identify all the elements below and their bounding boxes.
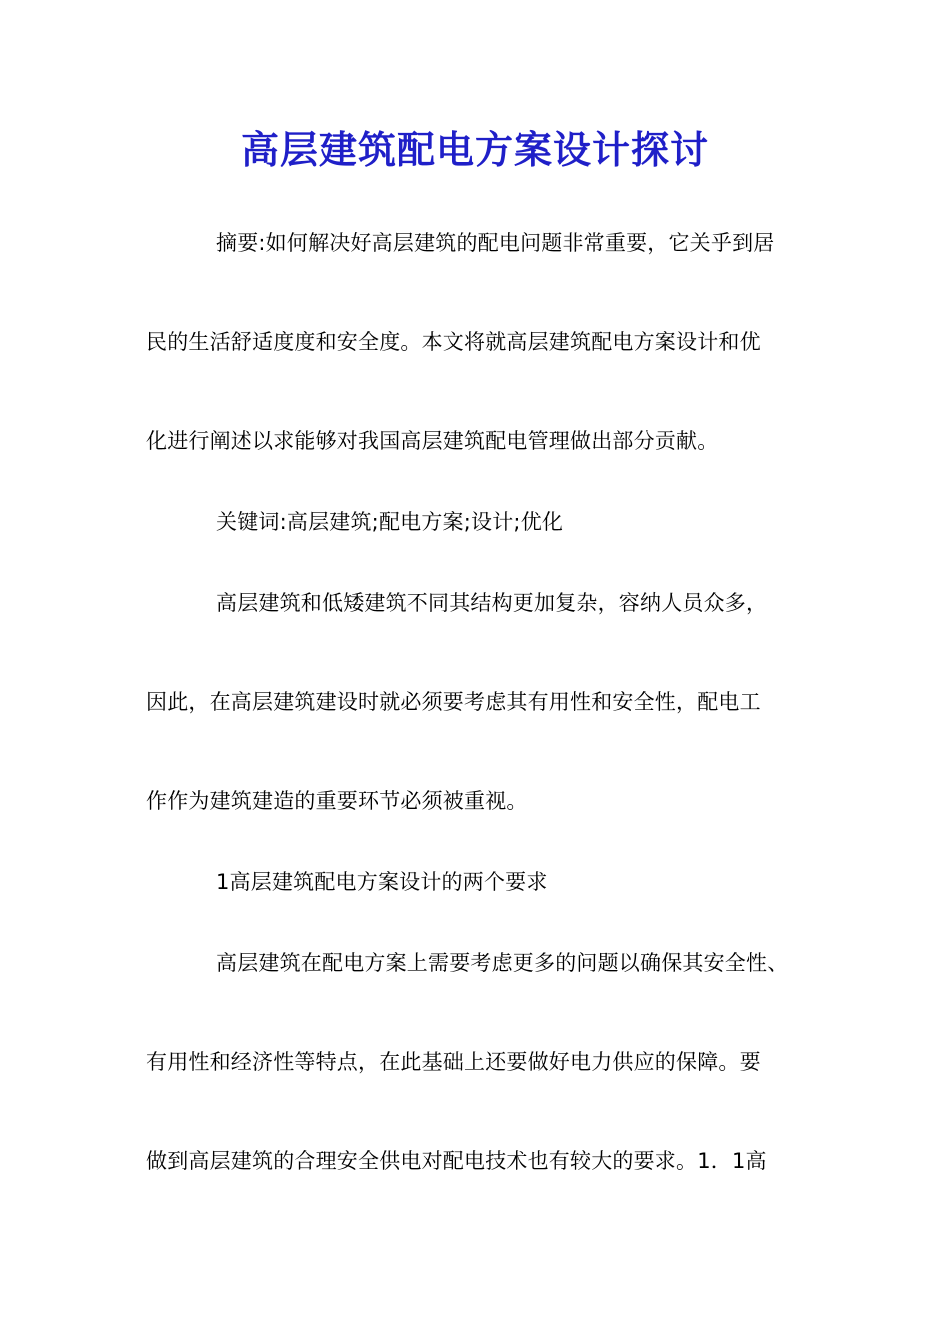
abstract-line-3: 化进行阐述以求能够对我国高层建筑配电管理做出部分贡献。 <box>146 429 719 453</box>
paragraph-1-line-1: 高层建筑和低矮建筑不同其结构更加复杂，容纳人员众多， <box>216 591 768 615</box>
paragraph-1-line-2: 因此，在高层建筑建设时就必须要考虑其有用性和安全性，配电工 <box>146 690 761 714</box>
paragraph-1-line-3: 作作为建筑建造的重要环节必须被重视。 <box>146 789 528 813</box>
keywords-line: 关键词:高层建筑;配电方案;设计;优化 <box>216 510 564 534</box>
paragraph-2-line-2: 有用性和经济性等特点，在此基础上还要做好电力供应的保障。要 <box>146 1050 761 1074</box>
abstract-line-1: 摘要:如何解决好高层建筑的配电问题非常重要，它关乎到居 <box>216 231 775 255</box>
document-title: 高层建筑配电方案设计探讨 <box>240 127 709 172</box>
paragraph-2-line-1: 高层建筑在配电方案上需要考虑更多的问题以确保其安全性、 <box>216 951 789 975</box>
section-heading: 1高层建筑配电方案设计的两个要求 <box>216 870 548 894</box>
paragraph-2-line-3: 做到高层建筑的合理安全供电对配电技术也有较大的要求。1．1高 <box>146 1149 767 1173</box>
abstract-line-2: 民的生活舒适度度和安全度。本文将就高层建筑配电方案设计和优 <box>146 330 761 354</box>
